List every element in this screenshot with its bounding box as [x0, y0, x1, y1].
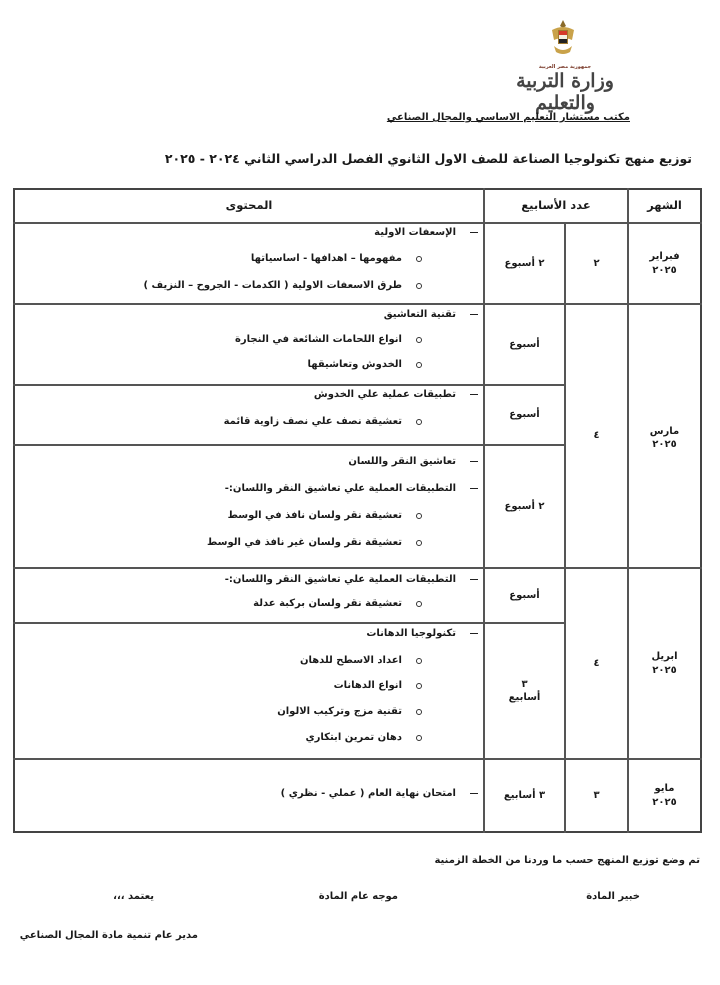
content-heading: تكنولوجيا الدهانات: [366, 628, 478, 639]
circle-bullet-icon: [416, 283, 422, 289]
circle-bullet-icon: [416, 256, 422, 262]
signature-approve: يعتمد ،،،: [113, 891, 154, 902]
month-year: ٢٠٢٥: [652, 796, 677, 808]
content-subitem: الخدوش وتعاشيقها: [307, 359, 422, 370]
dash-bullet-icon: [470, 633, 478, 635]
month-name: فبراير: [649, 251, 680, 262]
egypt-eagle-emblem-icon: [548, 18, 578, 58]
weeks-total: ٤: [593, 430, 600, 442]
content-cell: [20, 224, 478, 303]
month-year: ٢٠٢٥: [652, 439, 677, 450]
circle-bullet-icon: [416, 419, 422, 425]
month-cell-march: [629, 305, 700, 567]
weeks-detail: ٢ أسبوع: [504, 257, 545, 269]
content-subitem: تقنية مزج وتركيب الالوان: [277, 706, 422, 717]
header-content: المحتوى: [225, 198, 273, 213]
content-heading: تعاشيق النقر واللسان: [348, 456, 478, 467]
content-cell: [20, 446, 478, 567]
signature-expert: خبير المادة: [586, 891, 640, 902]
weeks-detail: أسبوع: [509, 338, 540, 350]
weeks-total: ٣: [593, 789, 600, 801]
content-subitem: مفهومها – اهدافها - اساسياتها: [251, 253, 422, 264]
content-heading: تطبيقات عملية علي الخدوش: [314, 389, 478, 400]
content-subitem: اعداد الاسطح للدهان: [300, 655, 422, 666]
content-cell: [20, 760, 478, 831]
content-subitem: انواع الدهانات: [334, 680, 422, 691]
weeks-detail: ٢ أسبوع: [504, 500, 545, 512]
signature-supervisor: موجه عام المادة: [318, 891, 398, 902]
dash-bullet-icon: [470, 793, 478, 795]
dash-bullet-icon: [470, 461, 478, 463]
content-cell: [20, 624, 478, 758]
content-cell: [20, 386, 478, 444]
circle-bullet-icon: [416, 362, 422, 368]
month-cell-february: [629, 224, 700, 303]
circle-bullet-icon: [416, 601, 422, 607]
circle-bullet-icon: [416, 658, 422, 664]
footer-note: تم وضع توزيع المنهج حسب ما وردنا من الخطة الزمنية: [434, 855, 700, 866]
dash-bullet-icon: [470, 488, 478, 490]
header-weeks: عدد الأسابيع: [521, 198, 591, 213]
content-subitem: تعشيقة نصف علي نصف زاوية قائمة: [224, 416, 422, 427]
dash-bullet-icon: [470, 232, 478, 234]
weeks-total: ٤: [593, 657, 600, 669]
content-subitem: تعشيقة نقر ولسان نافذ في الوسط: [228, 510, 422, 521]
dash-bullet-icon: [470, 579, 478, 581]
weeks-detail: ٣ أسابيع: [508, 678, 541, 703]
month-cell-may: [629, 760, 700, 831]
content-cell: [20, 305, 478, 384]
circle-bullet-icon: [416, 709, 422, 715]
office-name: مكتب مستشار التعليم الاساسي والمجال الصناعي: [386, 112, 630, 123]
content-subitem: دهان تمرين ابتكاري: [305, 732, 422, 743]
emblem-caption: جمهورية مصر العربية: [538, 64, 592, 70]
month-name: ابريل: [651, 651, 678, 662]
content-heading: الإسعفات الاولية: [374, 227, 478, 238]
ministry-name: وزارة التربية والتعليم: [516, 70, 614, 114]
circle-bullet-icon: [416, 540, 422, 546]
month-cell-april: [629, 569, 700, 758]
dash-bullet-icon: [470, 394, 478, 396]
content-subitem: طرق الاسعفات الاولية ( الكدمات - الجروح – النزيف ): [143, 280, 422, 291]
dash-bullet-icon: [470, 314, 478, 316]
weeks-detail: أسبوع: [509, 409, 540, 421]
signature-director: مدير عام تنمية مادة المجال الصناعي: [19, 930, 198, 941]
circle-bullet-icon: [416, 683, 422, 689]
weeks-total: ٢: [593, 257, 600, 269]
content-subitem: تعشيقة نقر ولسان بركبة عدلة: [253, 598, 422, 609]
weeks-detail: أسبوع: [509, 589, 540, 601]
month-year: ٢٠٢٥: [652, 664, 677, 676]
month-name: مارس: [649, 425, 680, 437]
weeks-detail: ٣ أسابيع: [503, 789, 546, 801]
content-heading: التطبيقات العملية علي تعاشيق النقر واللسان:-: [225, 574, 478, 585]
content-heading: التطبيقات العملية علي تعاشيق النقر واللسان:-: [225, 483, 478, 494]
content-subitem: انواع اللحامات الشائعة في النجارة: [235, 334, 422, 345]
page-title: توزيع منهج تكنولوجيا الصناعة للصف الاول الثانوي الفصل الدراسي الثاني ٢٠٢٤ - ٢٠٢٥: [164, 151, 692, 166]
header-month: الشهر: [647, 198, 682, 213]
content-heading: تقنية التعاشيق: [384, 309, 478, 320]
content-subitem: تعشيقة نقر ولسان غير نافذ في الوسط: [207, 537, 422, 548]
content-heading: امتحان نهاية العام ( عملي - نظري ): [281, 788, 478, 799]
month-name: مايو: [654, 783, 675, 794]
circle-bullet-icon: [416, 337, 422, 343]
month-year: ٢٠٢٥: [652, 264, 677, 276]
circle-bullet-icon: [416, 513, 422, 519]
circle-bullet-icon: [416, 735, 422, 741]
content-cell: [20, 569, 478, 622]
